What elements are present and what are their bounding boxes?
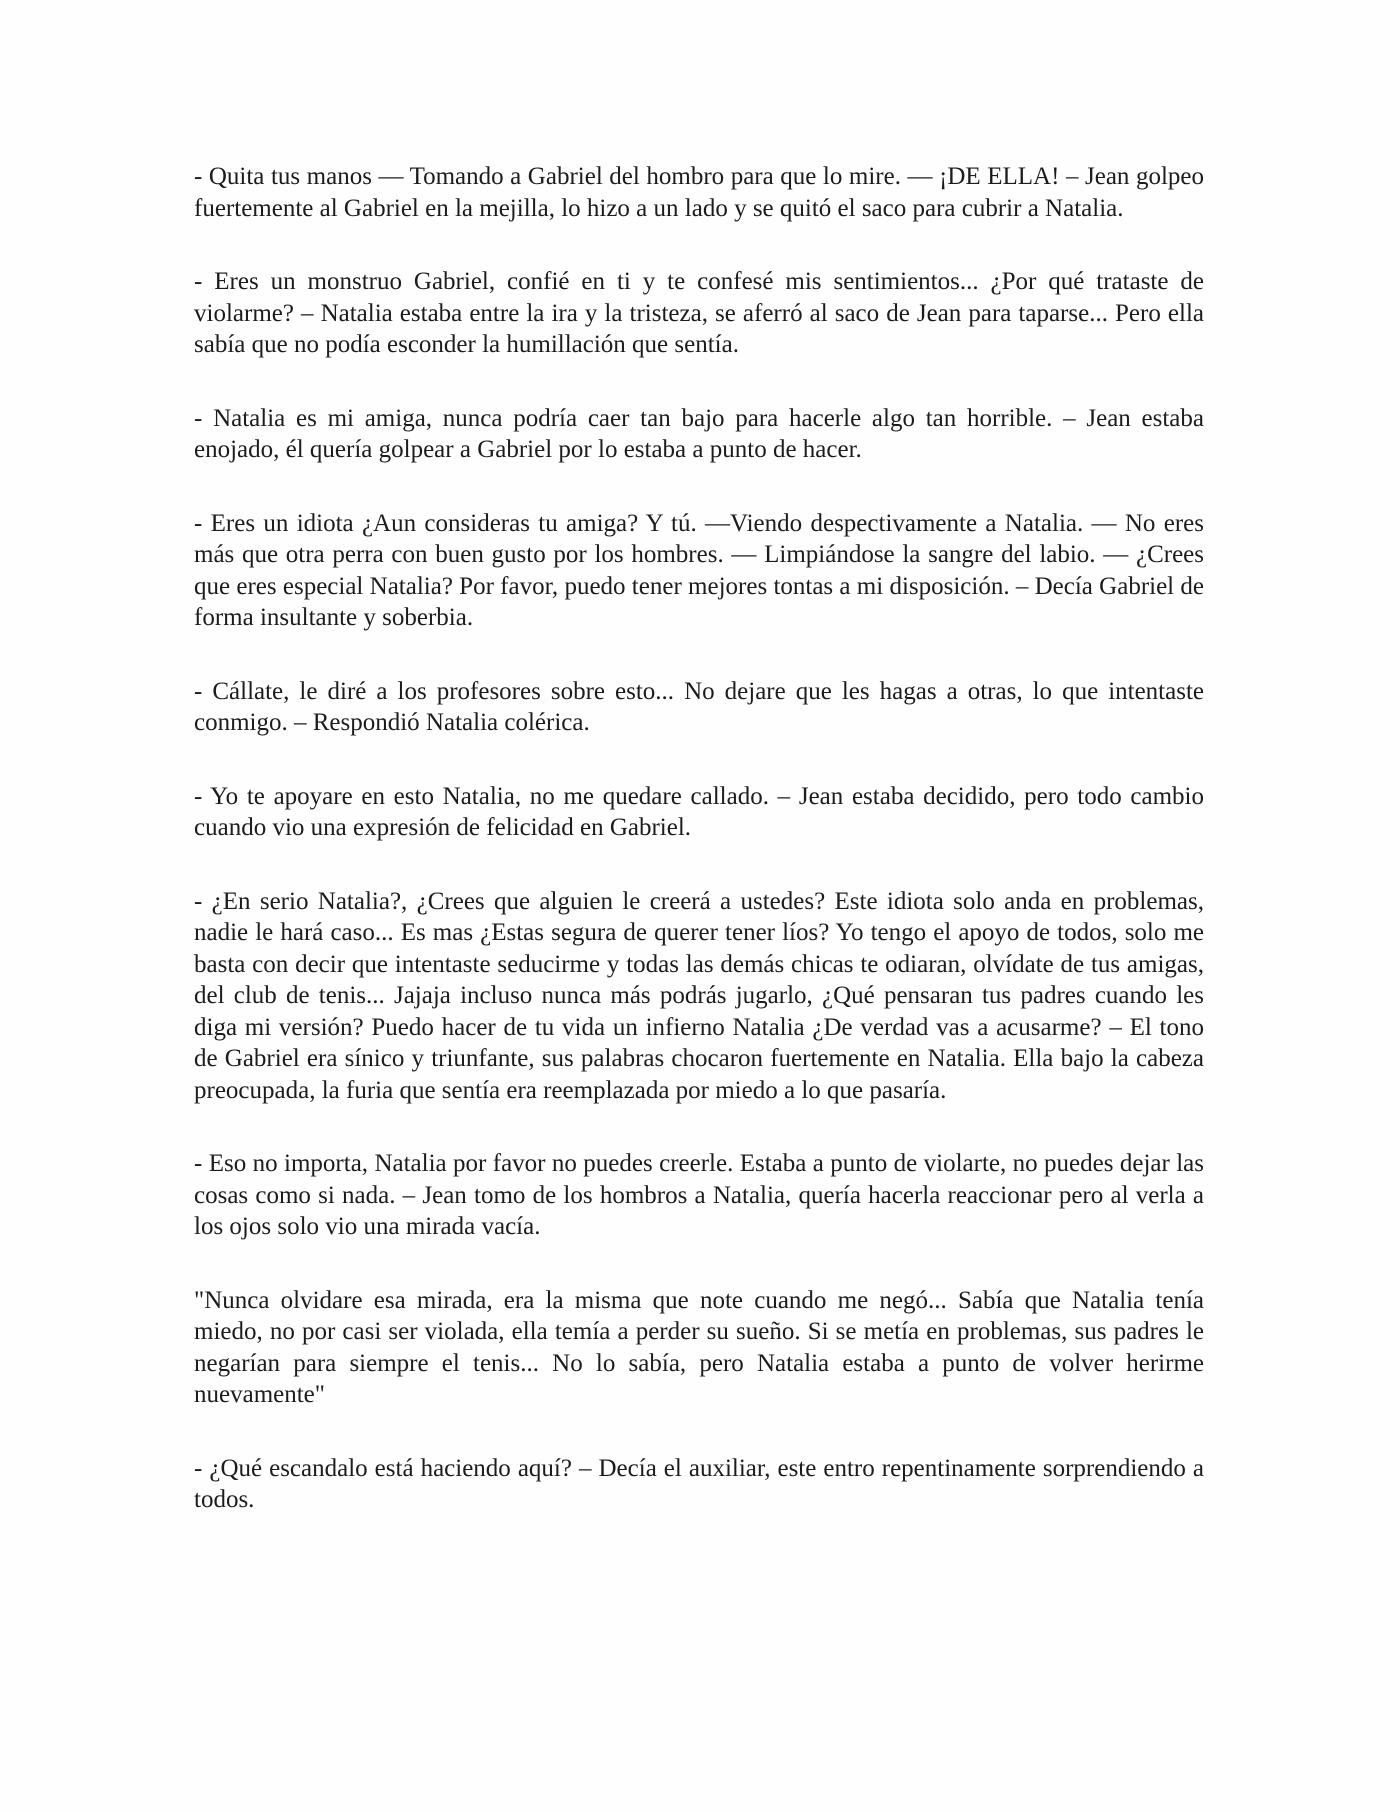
- paragraph-9: "Nunca olvidare esa mirada, era la misma que note cuando me negó... Sabía que Natalia tenía miedo, no por casi ser violada, ella temía a perder su sueño. Si se metía en problemas, sus padres le negarían para siempre el tenis... No lo sabía, pero Natalia estaba a punto de volver herirme nuevamente": [194, 1286, 1204, 1408]
- paragraph-1: - Quita tus manos — Tomando a Gabriel del hombro para que lo mire. — ¡DE ELLA! – Jean golpeo fuertemente al Gabriel en la mejilla, lo hizo a un lado y se quitó el saco para cubrir a Natalia.: [194, 163, 1204, 222]
- paragraph-10: - ¿Qué escandalo está haciendo aquí? – Decía el auxiliar, este entro repentinamente sorprendiendo a todos.: [194, 1454, 1204, 1513]
- paragraph-6: - Yo te apoyare en esto Natalia, no me quedare callado. – Jean estaba decidido, pero todo cambio cuando vio una expresión de felicidad en Gabriel.: [194, 782, 1204, 841]
- document-body: [194, 161, 1204, 1516]
- paragraph-5: - Cállate, le diré a los profesores sobre esto... No dejare que les hagas a otras, lo que intentaste conmigo. – Respondió Natalia colérica.: [194, 677, 1204, 736]
- paragraph-8: - Eso no importa, Natalia por favor no puedes creerle. Estaba a punto de violarte, no puedes dejar las cosas como si nada. – Jean tomo de los hombros a Natalia, quería hacerla reaccionar pero al verla a los ojos solo vio una mirada vacía.: [194, 1150, 1204, 1240]
- paragraph-3: - Natalia es mi amiga, nunca podría caer tan bajo para hacerle algo tan horrible. – Jean estaba enojado, él quería golpear a Gabriel por lo estaba a punto de hacer.: [194, 404, 1204, 463]
- paragraph-4: - Eres un idiota ¿Aun consideras tu amiga? Y tú. —Viendo despectivamente a Natalia. — No eres más que otra perra con buen gusto por los hombres. — Limpiándose la sangre del labio. — ¿Crees que eres especial Natalia? Por favor, puedo tener mejores tontas a mi disposición. – Decía Gabriel de forma insultante y soberbia.: [194, 509, 1204, 631]
- paragraph-7: - ¿En serio Natalia?, ¿Crees que alguien le creerá a ustedes? Este idiota solo anda en problemas, nadie le hará caso... Es mas ¿Estas segura de querer tener líos? Yo tengo el apoyo de todos, solo me basta con decir que intentaste seducirme y todas las demás chicas te odiaran, olvídate de tus amigas, del club de tenis... Jajaja incluso nunca más podrás jugarlo, ¿Qué pensaran tus padres cuando les diga mi versión? Puedo hacer de tu vida un infierno Natalia ¿De verdad vas a acusarme? – El tono de Gabriel era sínico y triunfante, sus palabras chocaron fuertemente en Natalia. Ella bajo la cabeza preocupada, la furia que sentía era reemplazada por miedo a lo que pasaría.: [194, 887, 1204, 1104]
- paragraph-2: - Eres un monstruo Gabriel, confié en ti y te confesé mis sentimientos... ¿Por qué trataste de violarme? – Natalia estaba entre la ira y la tristeza, se aferró al saco de Jean para taparse... Pero ella sabía que no podía esconder la humillación que sentía.: [194, 268, 1204, 358]
